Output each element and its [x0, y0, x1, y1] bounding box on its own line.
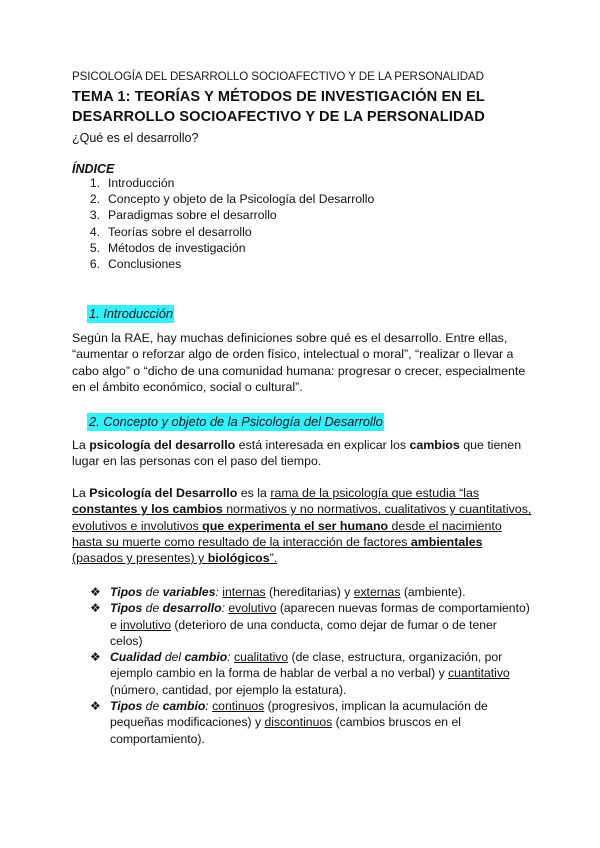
page-title-line-1: TEMA 1: TEORÍAS Y MÉTODOS DE INVESTIGACIÓN EN EL: [72, 89, 485, 105]
text-run: (número, cantidad, por ejemplo la estatura).: [110, 682, 347, 697]
bullet-colon: :: [221, 601, 229, 616]
index-item: [72, 224, 374, 240]
bullet-term-connector: de: [142, 699, 163, 714]
index-title: ÍNDICE: [72, 162, 115, 176]
bold-underlined-term: ambientales: [410, 534, 483, 549]
bullet-term: variables: [162, 585, 216, 599]
text-run: La: [72, 438, 90, 452]
underlined-text: continuos: [212, 699, 265, 714]
text-run: (hereditarias) y: [265, 585, 354, 599]
bold-term: cambios: [409, 438, 460, 452]
page-title-line-2: DESARROLLO SOCIOAFECTIVO Y DE LA PERSONALIDAD: [72, 109, 485, 125]
text-run: (de clase, estructura, organización, por ejemplo cambio en la forma de hablar de verbal a no verbal) y: [110, 650, 503, 681]
text-run: que tienen lugar en las personas con el paso del tiempo.: [72, 438, 522, 469]
bullet-term: Cualidad: [110, 650, 162, 665]
section-2-heading: [87, 414, 384, 429]
underlined-text: externas: [353, 585, 401, 599]
index-item-number: 6.: [89, 256, 100, 271]
section-1-paragraph: Según la RAE, hay muchas definiciones sobre qué es el desarrollo. Entre ellas, “aumentar o reforzar algo de orden físico, intelectual o moral”, “realizar o llevar a cabo algo” o “dicho de una comunidad humana: progresar o crecer, especialmente en el ámbito económico, social o cultural”.: [72, 331, 526, 394]
text-run: es la: [237, 486, 271, 500]
bullet-term: cambio: [162, 699, 206, 714]
bold-term: Psicología del Desarrollo: [89, 486, 238, 500]
underlined-text: rama de la psicología que estudia “las: [270, 486, 480, 500]
intro-question: ¿Qué es el desarrollo?: [72, 131, 199, 145]
concept-bullet-list: [90, 584, 530, 747]
bullet-term: Tipos: [110, 699, 143, 714]
underlined-text: discontinuos: [264, 715, 333, 730]
bullet-colon: :: [227, 650, 234, 665]
underlined-text: cuantitativo: [448, 666, 510, 681]
index-item: [72, 175, 374, 191]
text-run: (deterioro de una conducta, como dejar de fumar o de tener celos): [110, 617, 497, 648]
section-1-heading-text: 1. Introducción: [89, 306, 173, 321]
index-item-number: 3.: [89, 208, 100, 223]
index-item-number: 2.: [89, 192, 100, 207]
list-item: [90, 600, 530, 649]
bullet-term-connector: del: [161, 650, 185, 665]
bullet-colon: :: [215, 585, 223, 599]
index-item-label: Métodos de investigación: [108, 240, 246, 255]
index-item-label: Concepto y objeto de la Psicología del Desarrollo: [108, 192, 375, 207]
section-1-heading: [87, 306, 174, 321]
diamond-bullet-icon: ❖: [90, 650, 101, 665]
text-run: (aparecen nuevas formas de comportamiento) e: [110, 601, 530, 632]
bullet-colon: :: [205, 699, 213, 714]
underlined-text: (pasados y presentes) y: [72, 551, 208, 566]
bullet-term-connector: de: [142, 601, 163, 616]
index-list: [72, 175, 374, 272]
section-2-paragraph-2: [72, 485, 532, 566]
text-run: está interesada en explicar los: [235, 438, 410, 452]
index-item-number: 5.: [89, 240, 100, 255]
index-item-label: Introducción: [108, 176, 175, 190]
list-item: [90, 584, 530, 600]
bullet-term: Tipos: [110, 585, 143, 599]
index-item: [72, 207, 374, 223]
bold-underlined-term: biológicos: [207, 551, 270, 566]
section-2-paragraph-1: [72, 437, 532, 470]
text-run: La: [72, 486, 90, 500]
diamond-bullet-icon: ❖: [90, 585, 101, 599]
underlined-text: internas: [222, 585, 266, 599]
text-run: (cambios bruscos en el comportamiento).: [110, 715, 461, 746]
index-item: [72, 240, 374, 256]
course-header: PSICOLOGÍA DEL DESARROLLO SOCIOAFECTIVO Y DE LA PERSONALIDAD: [72, 70, 484, 83]
text-run: (progresivos, implican la acumulación de pequeñas modificaciones) y: [110, 699, 488, 730]
index-item: [72, 191, 374, 207]
index-item-number: 4.: [89, 224, 100, 239]
underlined-text: evolutivo: [228, 601, 277, 616]
underlined-text: cualitativo: [233, 650, 289, 665]
underlined-text: desde el nacimiento hasta su muerte como resultado de la interacción de factores: [72, 518, 502, 549]
index-item-number: 1.: [89, 176, 100, 190]
diamond-bullet-icon: ❖: [90, 601, 101, 616]
bullet-term: desarrollo: [162, 601, 222, 616]
list-item: [90, 649, 530, 698]
bold-term: psicología del desarrollo: [89, 438, 236, 452]
bullet-term-connector: de: [142, 585, 163, 599]
list-item: [90, 698, 530, 747]
section-2-heading-text: 2. Concepto y objeto de la Psicología del Desarrollo: [89, 414, 383, 429]
bold-underlined-term: que experimenta el ser humano: [202, 518, 389, 533]
bullet-term: Tipos: [110, 601, 143, 616]
index-item-label: Paradigmas sobre el desarrollo: [108, 208, 277, 223]
diamond-bullet-icon: ❖: [90, 699, 101, 714]
index-item-label: Conclusiones: [108, 256, 182, 271]
underlined-text: involutivo: [120, 617, 171, 632]
bullet-term: cambio: [184, 650, 228, 665]
bold-underlined-term: constantes y los cambios: [72, 502, 223, 517]
index-item: [72, 256, 374, 272]
underlined-text: normativos y no normativos, cualitativos y cuantitativos, evolutivos e involutivos: [72, 502, 532, 533]
underlined-text: ”.: [269, 551, 278, 566]
text-run: (ambiente).: [400, 585, 466, 599]
index-item-label: Teorías sobre el desarrollo: [108, 224, 252, 239]
